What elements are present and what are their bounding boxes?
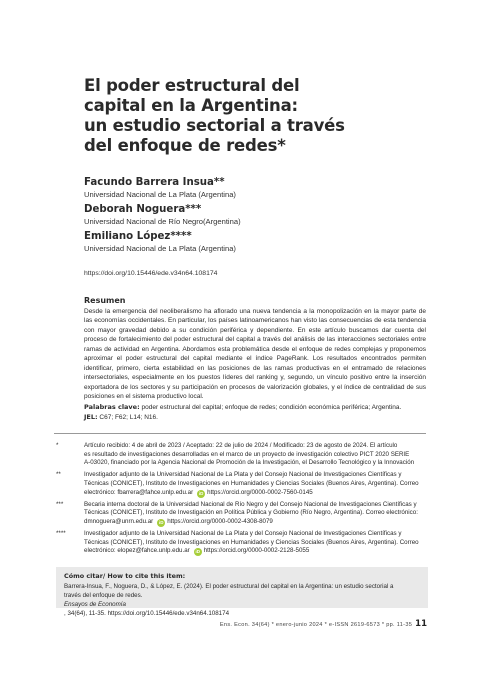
citation-doi[interactable]: , 34(64), 11-35. https://doi.org/10.15446/ede.v34n64.108174 (64, 610, 230, 617)
keywords-label: Palabras clave: (84, 402, 140, 411)
citation-text (64, 582, 420, 618)
footnote-line: Técnicas (CONICET), Instituto de Investigación en Política Pública y Gobierno (Río Negro, Argentina). Correo electrónico: (84, 509, 418, 517)
footnote-line: Becaria interna doctoral de la Universidad Nacional de Río Negro y del Consejo Nacional de Investigaciones Científicas y (84, 500, 417, 508)
footnote-mark: * (56, 442, 59, 449)
journal-name: Ensayos de Economía (64, 601, 126, 608)
citation-heading: Cómo citar/ How to cite this item: (64, 572, 186, 580)
footnote (56, 501, 428, 527)
orcid-icon: iD (195, 549, 200, 555)
author-name: Deborah Noguera*** (84, 204, 202, 215)
article-title (84, 76, 414, 156)
orcid-icon: iD (158, 519, 164, 525)
footnote-line (84, 518, 428, 527)
author-affiliation: Universidad Nacional de La Plata (Argentina) (84, 244, 236, 253)
footnote-mark: ** (56, 471, 61, 479)
abstract-heading: Resumen (84, 296, 126, 305)
jel-codes (84, 413, 426, 422)
footnote-line: es resultado de investigaciones desarrolladas en el marco de un proyecto de investigación colectivo PICT 2020 SERIE (84, 450, 410, 458)
author-name: Facundo Barrera Insua** (84, 177, 225, 188)
divider (54, 433, 426, 434)
footnote-line: Técnicas (CONICET), Instituto de Investigaciones en Humanidades y Ciencias Sociales (Buenos Aires, Argentina). Correo (84, 538, 419, 546)
jel-text: C67; F62; L14; N16. (99, 413, 158, 421)
author-name: Emiliano López**** (84, 231, 192, 242)
title-line: un estudio sectorial a través (84, 116, 345, 135)
orcid-link[interactable]: https://orcid.org/0000-0002-4308-8079 (167, 517, 273, 525)
abstract-body: Desde la emergencia del neoliberalismo ha aflorado una nueva tendencia a la monopolización en la mayor parte de las economías occidentales. En particular, los países latinoamericanos han visto las consecuencias de esta tendencia con mayor gravedad debido a su condición periférica y dependiente. En este artículo buscamos dar cuenta del proceso de fortalecimiento del poder estructural del capital a través del análisis de las interacciones sectoriales entre ramas de actividad en Argentina. Abordamos esta problemática desde el enfoque de redes complejas y proponemos aproximar el poder estructural del capital mediante el índice PageRank. Los resultados encontrados permiten identificar, primero, cierta estabilidad en las posiciones de las ramas productivas en el entramado de relaciones intersectoriales, especialmente en los puestos líderes del ranking y, segundo, un vínculo positivo entre la inserción exportadora de los sectores y su participación en procesos de valorización globales, y el índice de centralidad de sus posiciones en el sistema productivo local. (84, 308, 426, 401)
author-affiliation: Universidad Nacional de Río Negro(Argentina) (84, 217, 241, 226)
footnote-line (84, 489, 428, 498)
citation-line (64, 591, 420, 618)
doi-link[interactable]: https://doi.org/10.15446/ede.v34n64.108174 (84, 270, 218, 277)
citation-line: Barrera-Insua, F., Noguera, D., & López, E. (2024). El poder estructural del capital en la Argentina: un estudio sectorial a (64, 583, 394, 590)
footnote-line: Investigador adjunto de la Universidad Nacional de La Plata y del Consejo Nacional de Investigaciones Científicas y (84, 471, 402, 479)
journal-info: Ens. Econ. 34(64) * enero-junio 2024 * e-ISSN 2619-6573 * pp. 11-35 (219, 622, 413, 628)
footnote (56, 471, 428, 497)
author-entry (84, 176, 424, 200)
abstract-section (84, 296, 426, 422)
footnote-mark: *** (56, 500, 64, 508)
title-line: El poder estructural del (84, 76, 300, 95)
page-number: 11 (415, 619, 427, 629)
footnote-mark: **** (56, 529, 66, 537)
footnote-line: A-03020, financiado por la Agencia Nacional de Promoción de la Investigación, el Desarrollo Tecnológico y la Innovación (84, 459, 415, 467)
footnote-line: Artículo recibido: 4 de abril de 2023 / Aceptado: 22 de julio de 2024 / Modificado: 23 de agosto de 2024. El artículo (84, 442, 398, 449)
author-entry (84, 230, 424, 254)
keywords (84, 403, 426, 412)
footnote-line: Investigador adjunto de la Universidad Nacional de La Plata y del Consejo Nacional de Investigaciones Científicas y (84, 529, 402, 537)
keywords-text: poder estructural del capital; enfoque de redes; condición económica periférica; Argentina. (141, 403, 402, 411)
footnote-line (84, 547, 428, 556)
author-affiliation: Universidad Nacional de La Plata (Argentina) (84, 190, 236, 199)
email-link[interactable]: electrónico: fbarrera@fahce.unlp.edu.ar (84, 488, 194, 496)
orcid-icon: iD (198, 490, 204, 496)
citation-box (56, 567, 428, 617)
author-entry (84, 203, 424, 227)
email-link[interactable]: dmnoguera@unrn.edu.ar (84, 517, 154, 525)
footnotes (56, 442, 428, 559)
title-line: del enfoque de redes* (84, 136, 286, 155)
footnote (56, 442, 428, 468)
email-link[interactable]: electrónico: elopez@fahce.unlp.edu.ar (84, 547, 190, 555)
footnote-line: Técnicas (CONICET), Instituto de Investigaciones en Humanidades y Ciencias Sociales (Buenos Aires, Argentina). Correo (84, 479, 419, 487)
title-line: capital en la Argentina: (84, 96, 298, 115)
orcid-link[interactable]: https://orcid.org/0000-0002-2128-5055 (203, 547, 310, 555)
page-footer (220, 619, 427, 629)
footnote (56, 530, 428, 556)
jel-label: JEL: (84, 412, 98, 421)
author-list (84, 176, 424, 257)
citation-part: través del enfoque de redes. (64, 592, 143, 599)
orcid-link[interactable]: https://orcid.org/0000-0002-7560-0145 (207, 488, 313, 496)
